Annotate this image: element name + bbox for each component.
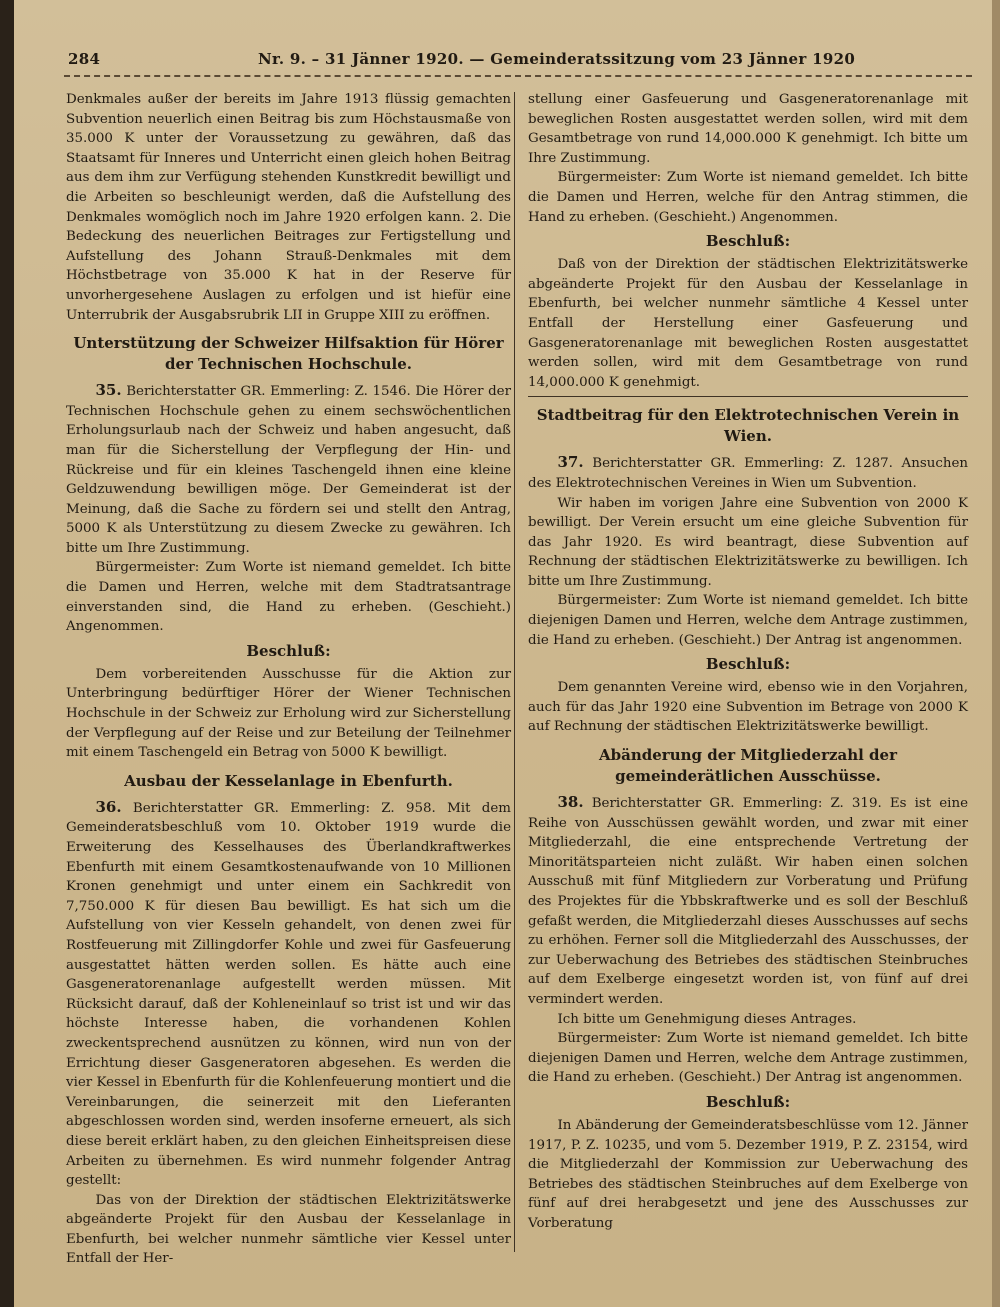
motion-text: Das von der Direktion der städtischen Elektrizitätswerke abgeänderte Projekt für den Ausbau der Kesselanlage in Ebenfurth, bei welcher nunmehr sämtliche vier Kessel unter Entfall der Her- [66,1192,511,1267]
item-36 [66,798,511,1191]
item-37 [528,453,968,493]
paragraph: stellung einer Gasfeuerung und Gasgeneratorenanlage mit beweglichen Rosten ausgestattet werden sollen, wird mit dem Gesamtbetrage von rund 14,000.000 K genehmigt. Ich bitte um Ihre Zustimmung. [528,92,968,166]
page-binding-edge [0,0,14,1307]
right-column [528,90,968,1234]
resolution-text: Dem genannten Vereine wird, ebenso wie in den Vorjahren, auch für das Jahr 1920 eine Subvention im Betrage von 2000 K auf Rechnung der städtischen Elektrizitätswerke bewilligt. [528,680,968,735]
mayor-statement: Bürgermeister: Zum Worte ist niemand gemeldet. Ich bitte die Damen und Herren, welche für den Antrag stimmen, die Hand zu erheben. (Geschieht.) Angenommen. [528,170,968,225]
item-number: 35. [95,381,122,400]
resolution-heading: Beschluß: [246,641,331,660]
item-text: Berichterstatter GR. Emmerling: Z. 319. Es ist eine Reihe von Ausschüssen gewählt worden, und zwar mit einer Mitgliederzahl, die eine entsprechende Vertretung der Minoritätsparteien nicht zuläßt. Wir haben einen solchen Ausschuß mit fünf Mitgliedern zur Vorberatung und Prüfung des Projektes für die Ybbskraftwerke und es soll der Beschluß gefaßt werden, die Mitgliederzahl dieses Ausschusses auf sechs zu erhöhen. Ferner soll die Mitgliederzahl des Ausschusses, der zur Ueberwachung des Betriebes des städtischen Steinbruches auf dem Exelberge eingesetzt worden ist, von fünf auf drei vermindert werden. [528,796,968,1007]
section-heading: Unterstützung der Schweizer Hilfsaktion für Hörer der Technischen Hochschule. [73,334,504,374]
page-number: 284 [68,50,101,68]
item-number: 36. [95,797,122,816]
section-heading: Stadtbeitrag für den Elektrotechnischen Verein in Wien. [536,406,960,446]
header-rule [64,75,972,77]
left-column [66,90,511,1269]
section-heading: Ausbau der Kesselanlage in Ebenfurth. [124,771,453,790]
mayor-statement: Bürgermeister: Zum Worte ist niemand gemeldet. Ich bitte diejenigen Damen und Herren, welche dem Antrage zustimmen, die Hand zu erheben. (Geschieht.) Der Antrag ist angenommen. [528,593,968,648]
resolution-heading: Beschluß: [705,655,791,674]
resolution-text: Daß von der Direktion der städtischen Elektrizitätswerke abgeänderte Projekt für den Ausbau der Kesselanlage in Ebenfurth, bei welcher nunmehr sämtliche 4 Kessel unter Entfall der Herstellung einer Gasfeuerung und Gasgeneratorenanlage mit beweglichen Rosten ausgestattet werden sollen, wird mit dem Gesamtbetrage von rund 14,000.000 K genehmigt. [528,257,968,390]
page-header [68,50,964,74]
resolution-text: In Abänderung der Gemeinderatsbeschlüsse vom 12. Jänner 1917, P. Z. 10235, und vom 5. Dezember 1919, P. Z. 23154, wird die Mitgliederzahl der Kommission zur Ueberwachung des Betriebes des städtischen Steinbruches auf dem Exelberge von fünf auf drei herabgesetzt und jene des Ausschusses zur Vorberatung [528,1117,968,1231]
resolution-heading: Beschluß: [705,1092,791,1111]
paragraph: Ich bitte um Genehmigung dieses Antrages. [557,1011,857,1027]
item-text: Berichterstatter GR. Emmerling: Z. 1287. Ansuchen des Elektrotechnischen Vereines in Wien um Subvention. [528,456,968,491]
resolution-text: Dem vorbereitenden Ausschusse für die Aktion zur Unterbringung bedürftiger Hörer der Wiener Technischen Hochschule in der Schweiz zur Erholung wird zur Sicherstellung der Verpflegung auf der Reise und zur Beteilung der Teilnehmer mit einem Taschengeld ein Betrag von 5000 K bewilligt. [66,666,511,761]
paragraph: Denkmales außer der bereits im Jahre 1913 flüssig gemachten Subvention neuerlich einen Beitrag bis zum Höchstausmaße von 35.000 K unter der Voraussetzung zu gewähren, daß das Staatsamt für Inneres und Unterricht einen gleich hohen Beitrag aus dem ihm zur Verfügung stehenden Kunstkredit bewilligt und die Arbeiten so beschleunigt werden, daß die Aufstellung des Denkmales womöglich noch im Jahre 1920 erfolgen kann. 2. Die Bedeckung des neuerlichen Beitrages zur Fertigstellung und Aufstellung des Johann Strauß-Denkmales mit dem Höchstbetrage von 35.000 K hat in der Reserve für unvorhergesehene Auslagen zu erfolgen und ist hiefür eine Unterrubrik der Ausgabsrubrik LII in Gruppe XIII zu eröffnen. [66,92,511,323]
column-divider [514,92,515,1252]
item-number: 37. [557,453,584,472]
item-text: Berichterstatter GR. Emmerling: Z. 1546. Die Hörer der Technischen Hochschule gehen zu einem sechswöchentlichen Erholungsurlaub nach der Schweiz und haben angesucht, daß man für die Sicherstellung der Verpflegung der Hin- und Rückreise und für ein kleines Taschengeld ihnen eine kleine Geldzuwendung bewilligen möge. Der Gemeinderat ist der Meinung, daß die Sache zu fördern sei und stellt den Antrag, 5000 K als Unterstützung zu diesem Zwecke zu gewähren. Ich bitte um Ihre Zustimmung. [66,384,511,556]
page-right-edge [992,0,1000,1307]
section-heading: Abänderung der Mitgliederzahl der gemeinderätlichen Ausschüsse. [599,746,897,786]
section-rule [528,396,968,397]
item-35 [66,381,511,558]
item-number: 38. [557,793,584,812]
resolution-heading: Beschluß: [705,232,791,251]
mayor-statement: Bürgermeister: Zum Worte ist niemand gemeldet. Ich bitte die Damen und Herren, welche mit dem Stadtratsantrage einverstanden sind, die Hand zu erheben. (Geschieht.) Angenommen. [66,560,511,635]
paragraph: Wir haben im vorigen Jahre eine Subvention von 2000 K bewilligt. Der Verein ersucht um eine gleiche Subvention für das Jahr 1920. Es wird beantragt, diese Subvention auf Rechnung der städtischen Elektrizitätswerke zu bewilligen. Ich bitte um Ihre Zustimmung. [528,495,968,589]
item-text: Berichterstatter GR. Emmerling: Z. 958. Mit dem Gemeinderatsbeschluß vom 10. Oktober 1919 wurde die Erweiterung des Kesselhauses des Überlandkraftwerkes Ebenfurth mit einem Gesamtkostenaufwande von 10 Millionen Kronen genehmigt und unter einem ein Sachkredit von 7,750.000 K für diesen Bau bewilligt. Es hat sich um die Aufstellung von vier Kesseln gehandelt, von denen zwei für Rostfeuerung mit Zillingdorfer Kohle und zwei für Gasfeuerung ausgestattet hätten werden sollen. Es hätte auch eine Gasgeneratorenanlage aufgestellt werden müssen. Mit Rücksicht darauf, daß der Kohleneinlauf so trist ist und wir das höchste Interesse haben, die vorhandenen Kohlen zweckentsprechend ausnützen zu können, wird nun von der Errichtung dieser Gasgeneratoren abgesehen. Es werden die vier Kessel in Ebenfurth für die Kohlenfeuerung montiert und die Vereinbarungen, die seinerzeit mit den Lieferanten abgeschlossen worden sind, werden insoferne erneuert, als sich diese bereit erklärt haben, zu den gleichen Einheitspreisen diese Arbeiten zu übernehmen. Es wird nunmehr folgender Antrag gestellt: [66,800,511,1189]
mayor-statement: Bürgermeister: Zum Worte ist niemand gemeldet. Ich bitte diejenigen Damen und Herren, welche dem Antrage zustimmen, die Hand zu erheben. (Geschieht.) Der Antrag ist angenommen. [528,1031,968,1086]
running-title: Nr. 9. – 31 Jänner 1920. — Gemeinderatssitzung vom 23 Jänner 1920 [258,50,856,68]
item-38 [528,793,968,1010]
